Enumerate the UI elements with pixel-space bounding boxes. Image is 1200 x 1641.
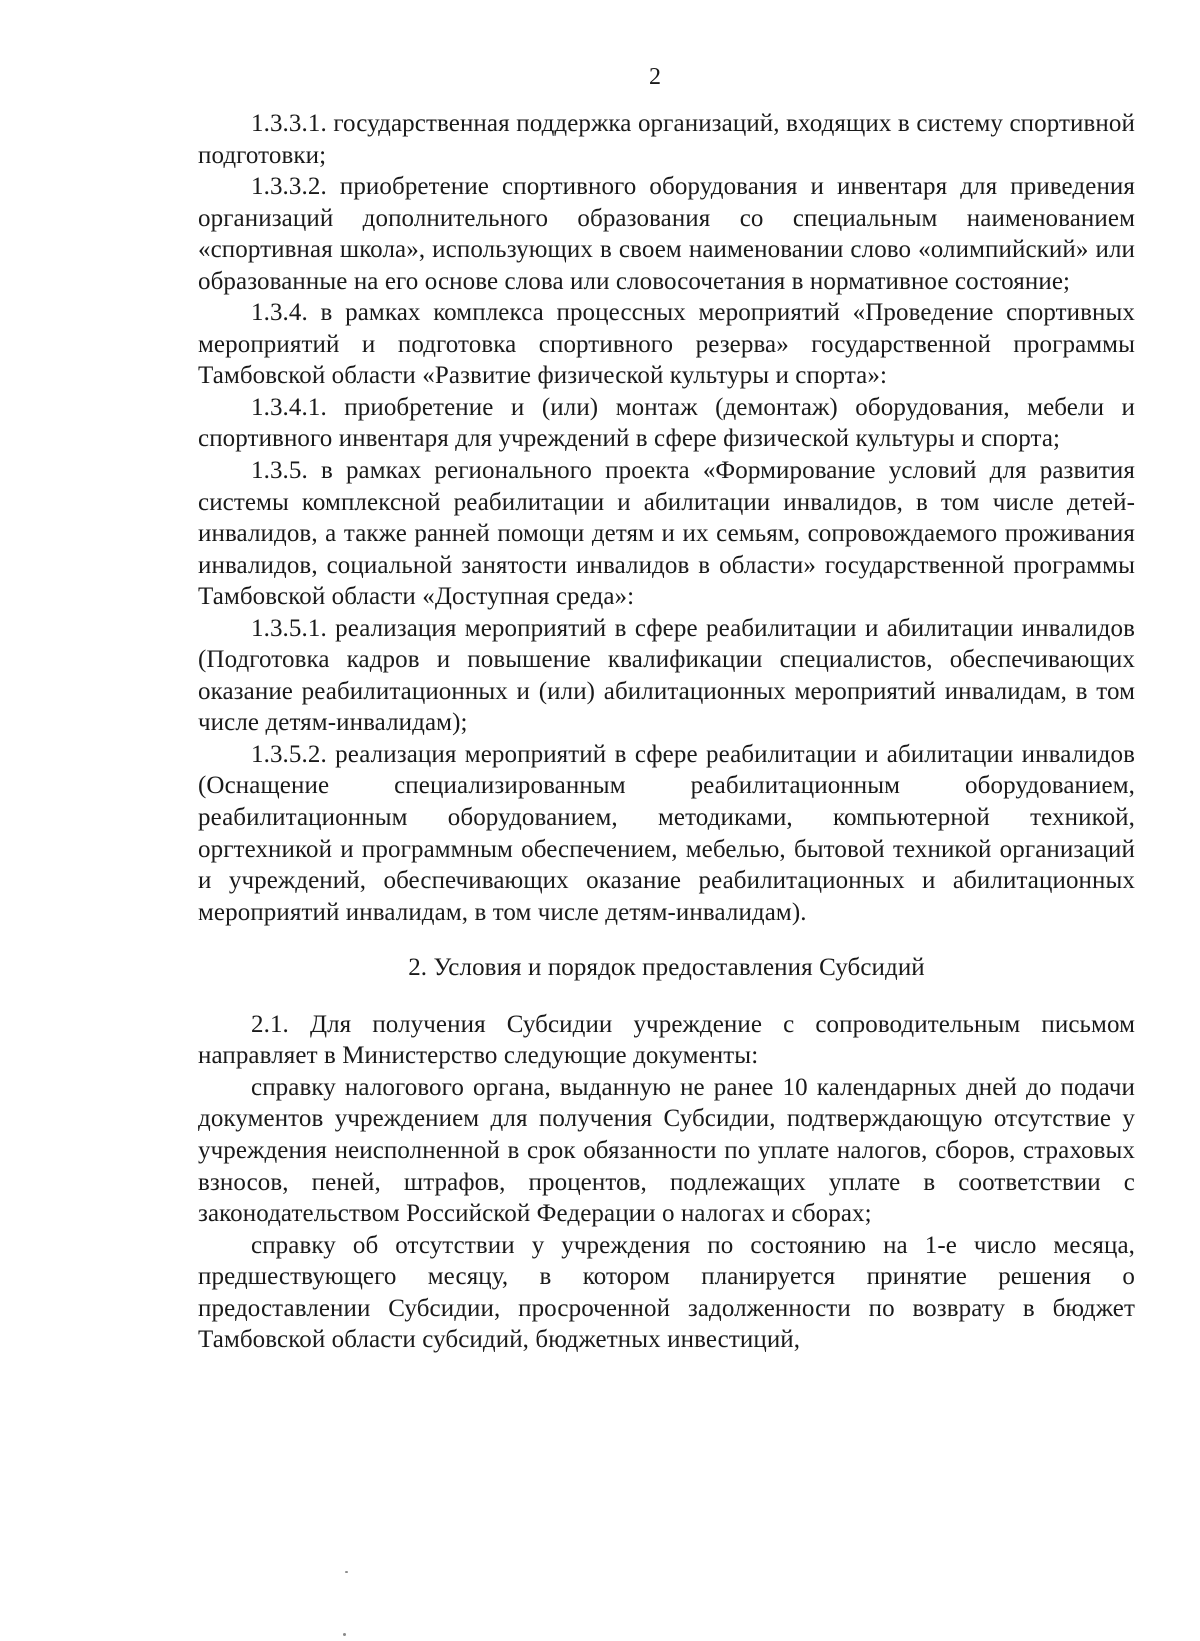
paragraph-1-3-5-2: 1.3.5.2. реализация мероприятий в сфере реабилитации и абилитации инвалидов (Оснащение специализированным реабилитационным оборудованием, реабилитационным оборудованием, методиками, компьютерной техникой, оргтехникой и программным обеспечением, мебелью, бытовой техникой организаций и учреждений, обеспечивающих оказание реабилитационных и абилитационных мероприятий инвалидам, в том числе детям-инвалидам). <box>198 740 1135 926</box>
scan-speck <box>345 1571 348 1573</box>
paragraph-1-3-5-1: 1.3.5.1. реализация мероприятий в сфере реабилитации и абилитации инвалидов (Подготовка кадров и повышение квалификации специалистов, обеспечивающих оказание реабилитационных и (или) абилитационных мероприятий инвалидам, в том числе детям-инвалидам); <box>198 614 1135 737</box>
paragraph-1-3-4: 1.3.4. в рамках комплекса процессных мероприятий «Проведение спортивных мероприятий и подготовка спортивного резерва» государственной программы Тамбовской области «Развитие физической культуры и спорта»: <box>198 299 1135 390</box>
paragraph-1-3-3-1: 1.3.3.1. государственная поддержка организаций, входящих в систему спортивной подготовки; <box>198 110 1135 169</box>
scan-speck <box>343 1633 346 1636</box>
paragraph-1-3-3-2: 1.3.3.2. приобретение спортивного оборудования и инвентаря для приведения организаций дополнительного образования со специальным наименованием «спортивная школа», использующих в своем наименовании слово «олимпийский» или образованные на его основе слова или словосочетания в нормативное состояние; <box>198 173 1135 295</box>
paragraph-2-1: 2.1. Для получения Субсидии учреждение с сопроводительным письмом направляет в Министерство следующие документы: <box>198 1010 1135 1070</box>
paragraph-tax-certificate: справку налогового органа, выданную не ранее 10 календарных дней до подачи документов учреждением для получения Субсидии, подтверждающую отсутствие у учреждения неисполненной в срок обязанности по уплате налогов, сборов, страховых взносов, пеней, штрафов, процентов, подлежащих уплате в соответствии с законодательством Российской Федерации о налогах и сборах; <box>198 1073 1135 1228</box>
paragraph-1-3-5: 1.3.5. в рамках регионального проекта «Формирование условий для развития системы комплексной реабилитации и абилитации инвалидов, в том числе детей-инвалидов, а также ранней помощи детям и их семьям, сопровождаемого проживания инвалидов, социальной занятости инвалидов в области» государственной программы Тамбовской области «Доступная среда»: <box>198 457 1135 611</box>
paragraph-debt-certificate: справку об отсутствии у учреждения по состоянию на 1-е число месяца, предшествующего месяцу, в котором планируется принятие решения о предоставлении Субсидии, просроченной задолженности по возврату в бюджет Тамбовской области субсидий, бюджетных инвестиций, <box>198 1231 1135 1354</box>
section-heading: 2. Условия и порядок предоставления Субсидий <box>408 954 925 982</box>
page-number: 2 <box>649 64 661 90</box>
paragraph-1-3-4-1: 1.3.4.1. приобретение и (или) монтаж (демонтаж) оборудования, мебели и спортивного инвентаря для учреждений в сфере физической культуры и спорта; <box>198 393 1135 453</box>
document-body <box>198 108 1135 1356</box>
